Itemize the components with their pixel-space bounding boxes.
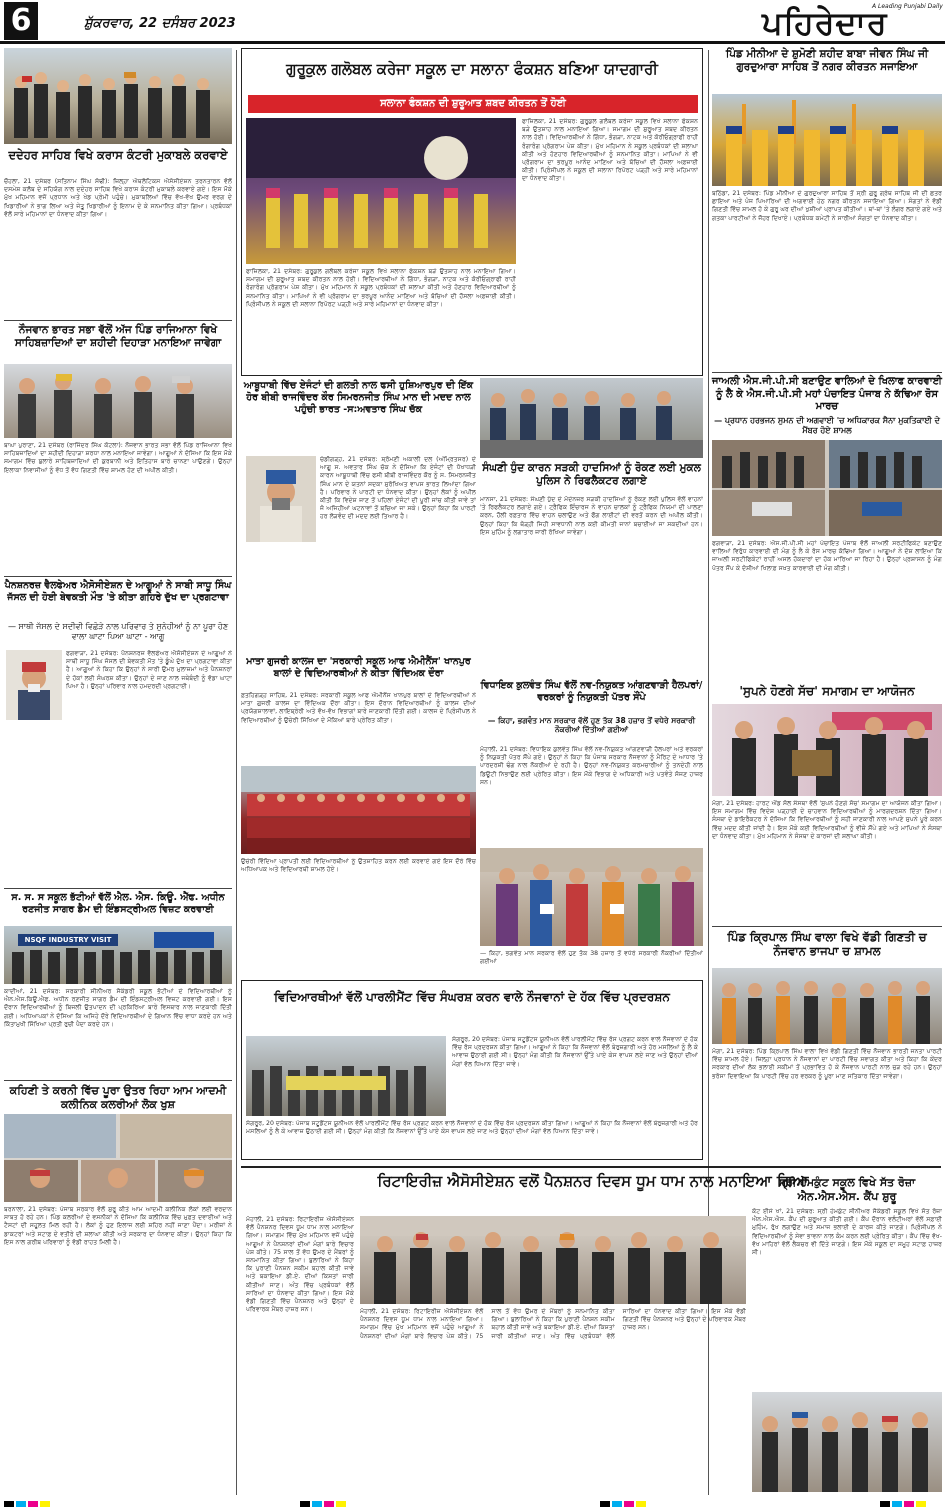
- pensioners-headline: ਪੈਨਸ਼ਨਰਜ਼ ਵੈਲਫੇਅਰ ਐਸੋਸੀਏਸ਼ਨ ਦੇ ਆਗੂਆਂ ਨੇ ਸਾਬੀ ਸਾਧੂ ਸਿੰਘ ਜੱਸਲ ਦੀ ਹੋਈ ਬੇਵਕਤੀ ਮੌਤ 'ਤੇ ਕੀਤਾ ਗਹਿਰੇ ਦੁੱਖ ਦਾ ਪ੍ਰਗਟਾਵਾ: [4, 580, 232, 603]
- section-rule: [4, 1080, 232, 1081]
- sapne-headline: 'ਸੁਪਨੇ ਹੋਣਗੇ ਸੱਚ' ਸਮਾਗਮ ਦਾ ਆਯੋਜਨ: [739, 684, 915, 698]
- clinics-photo: [4, 1114, 232, 1202]
- parliament-body-cont: ਸੰਗਰੂਰ, 20 ਦਸੰਬਰ: ਪੰਜਾਬ ਸਟੂਡੈਂਟਸ ਯੂਨੀਅਨ ਵੱਲੋਂ ਪਾਰਲੀਮੈਂਟ ਵਿੱਚ ਰੋਸ ਪ੍ਰਗਟ ਕਰਨ ਵਾਲੇ ਨੌਜਵਾਨਾਂ ਦੇ ਹੱਕ ਵਿੱਚ ਰੋਸ ਪ੍ਰਦਰਸ਼ਨ ਕੀਤਾ ਗਿਆ। ਆਗੂਆਂ ਨੇ ਕਿਹਾ ਕਿ ਨੌਜਵਾਨਾਂ ਵੱਲੋਂ ਬੇਰੁਜ਼ਗਾਰੀ ਅਤੇ ਹੋਰ ਮਸਲਿਆਂ ਨੂੰ ਲੈ ਕੇ ਆਵਾਜ਼ ਉਠਾਈ ਗਈ ਸੀ। ਉਨ੍ਹਾਂ ਮੰਗ ਕੀਤੀ ਕਿ ਨੌਜਵਾਨਾਂ ਉੱਤੇ ਪਾਏ ਕੇਸ ਵਾਪਸ ਲਏ ਜਾਣ ਅਤੇ ਉਨ੍ਹਾਂ ਦੀਆਂ ਮੰਗਾਂ ਵੱਲ ਧਿਆਨ ਦਿੱਤਾ ਜਾਵੇ।: [246, 1120, 698, 1136]
- pensioners-portrait: [6, 650, 62, 720]
- nss-camp-group: [752, 1392, 942, 1492]
- sgpc-photo: [712, 440, 942, 536]
- print-registration-marks: [880, 1496, 928, 1507]
- anganwadi-headline: ਵਿਧਾਇਕ ਕੁਲਵੰਤ ਸਿੰਘ ਵੱਲੋਂ ਨਵ-ਨਿਯੁਕਤ ਆਂਗਣਵਾੜੀ ਹੈਲਪਰਾਂ/ਵਰਕਰਾਂ ਨੂੰ ਨਿਯੁਕਤੀ ਪੱਤਰ ਸੌਂਪੇ: [480, 680, 703, 703]
- dateline: ਸ਼ੁੱਕਰਵਾਰ, 22 ਦਸੰਬਰ 2023: [84, 16, 236, 31]
- mata-gujri-caption: ਉਚੇਰੀ ਵਿੱਦਿਆ ਪ੍ਰਾਪਤੀ ਲਈ ਵਿਦਿਆਰਥੀਆਂ ਨੂੰ ਉਤਸ਼ਾਹਿਤ ਕਰਨ ਲਈ ਕਰਵਾਏ ਗਏ ਇਸ ਦੌਰੇ ਵਿੱਚ ਅਧਿਆਪਕ ਅਤੇ ਵਿਦਿਆਰਥੀ ਸ਼ਾਮਲ ਹੋਏ।: [241, 858, 476, 874]
- kripal-body: ਮੋਗਾ, 21 ਦਸੰਬਰ: ਪਿੰਡ ਕ੍ਰਿਪਾਲ ਸਿੰਘ ਵਾਲਾ ਵਿਖੇ ਵੱਡੀ ਗਿਣਤੀ ਵਿੱਚ ਨੌਜਵਾਨ ਭਾਰਤੀ ਜਨਤਾ ਪਾਰਟੀ ਵਿੱਚ ਸ਼ਾਮਲ ਹੋਏ। ਜ਼ਿਲ੍ਹਾ ਪ੍ਰਧਾਨ ਨੇ ਨੌਜਵਾਨਾਂ ਦਾ ਪਾਰਟੀ ਵਿੱਚ ਸਵਾਗਤ ਕੀਤਾ ਅਤੇ ਕਿਹਾ ਕਿ ਕੇਂਦਰ ਸਰਕਾਰ ਦੀਆਂ ਲੋਕ ਭਲਾਈ ਸਕੀਮਾਂ ਤੋਂ ਪ੍ਰਭਾਵਿਤ ਹੋ ਕੇ ਨੌਜਵਾਨ ਪਾਰਟੀ ਨਾਲ ਜੁੜ ਰਹੇ ਹਨ। ਉਨ੍ਹਾਂ ਭਰੋਸਾ ਦਿਵਾਇਆ ਕਿ ਪਾਰਟੀ ਵਿੱਚ ਹਰ ਵਰਕਰ ਨੂੰ ਪੂਰਾ ਮਾਣ ਸਤਿਕਾਰ ਦਿੱਤਾ ਜਾਵੇਗਾ।: [712, 1048, 942, 1080]
- gurukul-photo: [246, 118, 516, 264]
- kabaddi-headline: ਦਦੇਹਰ ਸਾਹਿਬ ਵਿਖੇ ਕਰਾਸ ਕੰਟਰੀ ਮੁਕਾਬਲੇ ਕਰਵਾਏ: [8, 148, 228, 162]
- ssschool-body: ਕਾਦੀਆਂ, 21 ਦਸੰਬਰ: ਸਰਕਾਰੀ ਸੀਨੀਅਰ ਸੈਕੰਡਰੀ ਸਕੂਲ ਭੱਟੀਆਂ ਦੇ ਵਿਦਿਆਰਥੀਆਂ ਨੂੰ ਐਨ.ਐਸ.ਕਿਊ.ਐਫ. ਅਧੀਨ ਰਣਜੀਤ ਸਾਗਰ ਡੈਮ ਦੀ ਇੰਡਸਟ੍ਰੀਅਲ ਵਿਜ਼ਟ ਕਰਵਾਈ ਗਈ। ਇਸ ਦੌਰਾਨ ਵਿਦਿਆਰਥੀਆਂ ਨੂੰ ਬਿਜਲੀ ਉਤਪਾਦਨ ਦੀ ਪ੍ਰਕਿਰਿਆ ਬਾਰੇ ਵਿਸਥਾਰ ਨਾਲ ਜਾਣਕਾਰੀ ਦਿੱਤੀ ਗਈ। ਅਧਿਆਪਕਾਂ ਨੇ ਦੱਸਿਆ ਕਿ ਅਜਿਹੇ ਦੌਰੇ ਵਿਦਿਆਰਥੀਆਂ ਦੇ ਗਿਆਨ ਵਿੱਚ ਵਾਧਾ ਕਰਦੇ ਹਨ ਅਤੇ ਕਿੱਤਾਮੁਖੀ ਸਿੱਖਿਆ ਪ੍ਰਤੀ ਰੁਚੀ ਪੈਦਾ ਕਰਦੇ ਹਨ।: [4, 988, 232, 1028]
- section-rule: [4, 576, 232, 577]
- anganwadi-caption: — ਕਿਹਾ, ਭਗਵੰਤ ਮਾਨ ਸਰਕਾਰ ਵੱਲੋਂ ਹੁਣ ਤੱਕ 38 ਹਜ਼ਾਰ ਤੋਂ ਵਧੇਰੇ ਸਰਕਾਰੀ ਨੌਕਰੀਆਂ ਦਿੱਤੀਆਂ ਗਈਆਂ: [480, 950, 703, 966]
- camp-headline: ਸ੍ਰੀ ਹੇਮਕੁੰਟ ਸਕੂਲ ਵਿਖੇ ਸੱਤ ਰੋਜ਼ਾ ਐਨ.ਐਸ.ਐਸ. ਕੈਂਪ ਸ਼ੁਰੂ: [778, 1176, 916, 1203]
- mata-gujri-headline: ਮਾਤਾ ਗੁਜਰੀ ਕਾਲਜ ਦਾ 'ਸਰਕਾਰੀ ਸਕੂਲ ਆਫ ਐਮੀਨੈਂਸ' ਖਾਨਪੁਰ ਬਾਲਾਂ ਦੇ ਵਿਦਿਆਰਥੀਆਂ ਨੇ ਕੀਤਾ ਵਿੱਦਿਅਕ ਦੌਰਾ: [246, 656, 471, 679]
- gurukul-headline: ਗੁਰੂਕੁਲ ਗਲੋਬਲ ਕਰੇਜਾ ਸਕੂਲ ਦਾ ਸਲਾਨਾ ਫੰਕਸ਼ਨ ਬਣਿਆ ਯਾਦਗਾਰੀ: [286, 60, 658, 78]
- protest-students: [246, 1036, 446, 1116]
- reflectors-photo: [480, 378, 703, 458]
- kabaddi-body: ਚੌਹਲਾ, 21 ਦਸੰਬਰ (ਸਤਿਨਾਮ ਸਿੰਘ ਸੋਢੀ): ਜ਼ਿਲ੍ਹਾ ਐਥਲੈਟਿਕਸ ਐਸੋਸੀਏਸ਼ਨ ਤਰਨਤਾਰਨ ਵੱਲੋਂ ਦਸਮੇਸ਼ ਕਲੱਬ ਦੇ ਸਹਿਯੋਗ ਨਾਲ ਦਦੇਹਰ ਸਾਹਿਬ ਵਿਖੇ ਕਰਾਸ ਕੰਟਰੀ ਮੁਕਾਬਲੇ ਕਰਵਾਏ ਗਏ। ਇਸ ਮੌਕੇ ਮੁੱਖ ਮਹਿਮਾਨ ਵਜੋਂ ਪ੍ਰਧਾਨ ਅਤੇ ਖੇਡ ਪ੍ਰੇਮੀ ਪਹੁੰਚੇ। ਮੁਕਾਬਲਿਆਂ ਵਿੱਚ ਵੱਖ-ਵੱਖ ਉਮਰ ਵਰਗ ਦੇ ਖਿਡਾਰੀਆਂ ਨੇ ਭਾਗ ਲਿਆ ਅਤੇ ਜੇਤੂ ਖਿਡਾਰੀਆਂ ਨੂੰ ਇਨਾਮ ਦੇ ਕੇ ਸਨਮਾਨਿਤ ਕੀਤਾ ਗਿਆ। ਪ੍ਰਬੰਧਕਾਂ ਵੱਲੋਂ ਸਾਰੇ ਮਹਿਮਾਨਾਂ ਦਾ ਧੰਨਵਾਦ ਕੀਤਾ ਗਿਆ।: [4, 178, 232, 218]
- section-rule: [712, 926, 942, 927]
- column-divider: [236, 50, 237, 1495]
- protest-photo-figures: [4, 364, 232, 438]
- kabaddi-photo: [4, 48, 232, 144]
- parliament-photo: [246, 1036, 446, 1116]
- gurukul-body-right: ਫਾਜ਼ਿਲਕਾ, 21 ਦਸੰਬਰ: ਗੁਰੂਕੁਲ ਗਲੋਬਲ ਕਰੇਜਾ ਸਕੂਲ ਵਿਖੇ ਸਲਾਨਾ ਫੰਕਸ਼ਨ ਬੜੇ ਉਤਸ਼ਾਹ ਨਾਲ ਮਨਾਇਆ ਗਿਆ। ਸਮਾਗਮ ਦੀ ਸ਼ੁਰੂਆਤ ਸ਼ਬਦ ਕੀਰਤਨ ਨਾਲ ਹੋਈ। ਵਿਦਿਆਰਥੀਆਂ ਨੇ ਗਿੱਧਾ, ਭੰਗੜਾ, ਨਾਟਕ ਅਤੇ ਕੋਰੀਓਗ੍ਰਾਫੀ ਰਾਹੀਂ ਰੰਗਾਰੰਗ ਪ੍ਰੋਗਰਾਮ ਪੇਸ਼ ਕੀਤਾ। ਮੁੱਖ ਮਹਿਮਾਨ ਨੇ ਸਕੂਲ ਪ੍ਰਬੰਧਕਾਂ ਦੀ ਸ਼ਲਾਘਾ ਕੀਤੀ ਅਤੇ ਹੋਣਹਾਰ ਵਿਦਿਆਰਥੀਆਂ ਨੂੰ ਸਨਮਾਨਿਤ ਕੀਤਾ। ਮਾਪਿਆਂ ਨੇ ਵੀ ਪ੍ਰੋਗਰਾਮ ਦਾ ਭਰਪੂਰ ਆਨੰਦ ਮਾਣਿਆ ਅਤੇ ਬੱਚਿਆਂ ਦੀ ਹੌਸਲਾ ਅਫ਼ਜ਼ਾਈ ਕੀਤੀ। ਪ੍ਰਿੰਸੀਪਲ ਨੇ ਸਕੂਲ ਦੀ ਸਲਾਨਾ ਰਿਪੋਰਟ ਪੜ੍ਹੀ ਅਤੇ ਸਾਰੇ ਮਹਿਮਾਨਾਂ ਦਾ ਧੰਨਵਾਦ ਕੀਤਾ।: [522, 118, 698, 183]
- page-number: 6: [4, 2, 38, 40]
- students-group: [241, 766, 476, 854]
- procession-figures: [712, 94, 942, 186]
- portrait-figure: [246, 456, 316, 542]
- reflectors-headline: ਸੰਘਣੀ ਧੁੰਦ ਕਾਰਨ ਸੜਕੀ ਹਾਦਸਿਆਂ ਨੂੰ ਰੋਕਣ ਲਈ ਮੁਕਲ ਪੁਲਿਸ ਨੇ ਰਿਫਲੈਕਟਰ ਲਗਾਏ: [482, 462, 701, 488]
- retirees-body: ਮੋਹਾਲੀ, 21 ਦਸੰਬਰ: ਰਿਟਾਇਰੀਜ਼ ਐਸੋਸੀਏਸ਼ਨ ਵੱਲੋਂ ਪੈਨਸ਼ਨਰ ਦਿਵਸ ਧੂਮ ਧਾਮ ਨਾਲ ਮਨਾਇਆ ਗਿਆ। ਸਮਾਗਮ ਵਿੱਚ ਮੁੱਖ ਮਹਿਮਾਨ ਵਜੋਂ ਪਹੁੰਚੇ ਆਗੂਆਂ ਨੇ ਪੈਨਸ਼ਨਰਾਂ ਦੀਆਂ ਮੰਗਾਂ ਬਾਰੇ ਵਿਚਾਰ ਪੇਸ਼ ਕੀਤੇ। 75 ਸਾਲ ਤੋਂ ਵੱਧ ਉਮਰ ਦੇ ਮੈਂਬਰਾਂ ਨੂੰ ਸਨਮਾਨਿਤ ਕੀਤਾ ਗਿਆ। ਬੁਲਾਰਿਆਂ ਨੇ ਕਿਹਾ ਕਿ ਪੁਰਾਣੀ ਪੈਨਸ਼ਨ ਸਕੀਮ ਬਹਾਲ ਕੀਤੀ ਜਾਵੇ ਅਤੇ ਬਕਾਇਆ ਡੀ.ਏ. ਦੀਆਂ ਕਿਸ਼ਤਾਂ ਜਾਰੀ ਕੀਤੀਆਂ ਜਾਣ। ਅੰਤ ਵਿੱਚ ਪ੍ਰਬੰਧਕਾਂ ਵੱਲੋਂ ਸਾਰਿਆਂ ਦਾ ਧੰਨਵਾਦ ਕੀਤਾ ਗਿਆ। ਇਸ ਮੌਕੇ ਵੱਡੀ ਗਿਣਤੀ ਵਿੱਚ ਪੈਨਸ਼ਨਰ ਅਤੇ ਉਨ੍ਹਾਂ ਦੇ ਪਰਿਵਾਰਕ ਮੈਂਬਰ ਹਾਜ਼ਰ ਸਨ।: [246, 1216, 354, 1314]
- sgpc-headline: ਜਾਅਲੀ ਐਸ.ਜੀ.ਪੀ.ਸੀ ਬਣਾਉਣ ਵਾਲਿਆਂ ਦੇ ਖਿਲਾਫ ਕਾਰਵਾਈ ਨੂੰ ਲੈ ਕੇ ਐਸ.ਜੀ.ਪੀ.ਸੀ ਮਹਾਂ ਪੰਚਾਇਤ ਪੰਜਾਬ ਨੇ ਕੱਢਿਆ ਰੋਸ ਮਾਰਚ: [712, 376, 942, 412]
- clinics-body: ਬਰਨਾਲਾ, 21 ਦਸੰਬਰ: ਪੰਜਾਬ ਸਰਕਾਰ ਵੱਲੋਂ ਸ਼ੁਰੂ ਕੀਤੇ ਆਮ ਆਦਮੀ ਕਲੀਨਿਕ ਲੋਕਾਂ ਲਈ ਵਰਦਾਨ ਸਾਬਤ ਹੋ ਰਹੇ ਹਨ। ਪਿੰਡ ਕਲਰੀਆਂ ਦੇ ਵਸਨੀਕਾਂ ਨੇ ਦੱਸਿਆ ਕਿ ਕਲੀਨਿਕ ਵਿੱਚ ਮੁਫ਼ਤ ਦਵਾਈਆਂ ਅਤੇ ਟੈਸਟਾਂ ਦੀ ਸਹੂਲਤ ਮਿਲ ਰਹੀ ਹੈ। ਲੋਕਾਂ ਨੂੰ ਹੁਣ ਇਲਾਜ ਲਈ ਸ਼ਹਿਰ ਨਹੀਂ ਜਾਣਾ ਪੈਂਦਾ। ਮਰੀਜ਼ਾਂ ਨੇ ਡਾਕਟਰਾਂ ਅਤੇ ਸਟਾਫ਼ ਦੇ ਵਤੀਰੇ ਦੀ ਸ਼ਲਾਘਾ ਕੀਤੀ ਅਤੇ ਸਰਕਾਰ ਦਾ ਧੰਨਵਾਦ ਕੀਤਾ। ਉਨ੍ਹਾਂ ਕਿਹਾ ਕਿ ਇਸ ਨਾਲ ਗਰੀਬ ਪਰਿਵਾਰਾਂ ਨੂੰ ਵੱਡੀ ਰਾਹਤ ਮਿਲੀ ਹੈ।: [4, 1206, 232, 1246]
- mata-gujri-body: ਫ਼ਤਹਿਗੜ੍ਹ ਸਾਹਿਬ, 21 ਦਸੰਬਰ: ਸਰਕਾਰੀ ਸਕੂਲ ਆਫ ਐਮੀਨੈਂਸ ਖਾਨਪੁਰ ਬਾਲਾਂ ਦੇ ਵਿਦਿਆਰਥੀਆਂ ਨੇ ਮਾਤਾ ਗੁਜਰੀ ਕਾਲਜ ਦਾ ਵਿੱਦਿਅਕ ਦੌਰਾ ਕੀਤਾ। ਇਸ ਦੌਰਾਨ ਵਿਦਿਆਰਥੀਆਂ ਨੂੰ ਕਾਲਜ ਦੀਆਂ ਪ੍ਰਯੋਗਸ਼ਾਲਾਵਾਂ, ਲਾਇਬ੍ਰੇਰੀ ਅਤੇ ਵੱਖ-ਵੱਖ ਵਿਭਾਗਾਂ ਬਾਰੇ ਜਾਣਕਾਰੀ ਦਿੱਤੀ ਗਈ। ਕਾਲਜ ਦੇ ਪ੍ਰਿੰਸੀਪਲ ਨੇ ਵਿਦਿਆਰਥੀਆਂ ਨੂੰ ਉਚੇਰੀ ਸਿੱਖਿਆ ਦੇ ਮੌਕਿਆਂ ਬਾਰੇ ਪ੍ਰੇਰਿਤ ਕੀਤਾ।: [241, 692, 476, 724]
- kripal-photo: [712, 968, 942, 1044]
- portrait-figure: [6, 650, 62, 720]
- retirees-photo: [360, 1216, 746, 1304]
- stage-dancers: [246, 118, 516, 264]
- naujawan-photo: [4, 364, 232, 438]
- camp-body: ਕੋਟ ਈਸੇ ਖਾਂ, 21 ਦਸੰਬਰ: ਸ੍ਰੀ ਹੇਮਕੁੰਟ ਸੀਨੀਅਰ ਸੈਕੰਡਰੀ ਸਕੂਲ ਵਿਖੇ ਸੱਤ ਰੋਜ਼ਾ ਐਨ.ਐਸ.ਐਸ. ਕੈਂਪ ਦੀ ਸ਼ੁਰੂਆਤ ਕੀਤੀ ਗਈ। ਕੈਂਪ ਦੌਰਾਨ ਵਲੰਟੀਅਰਾਂ ਵੱਲੋਂ ਸਫ਼ਾਈ ਮੁਹਿੰਮ, ਰੁੱਖ ਲਗਾਉਣ ਅਤੇ ਸਮਾਜ ਭਲਾਈ ਦੇ ਕਾਰਜ ਕੀਤੇ ਜਾਣਗੇ। ਪ੍ਰਿੰਸੀਪਲ ਨੇ ਵਿਦਿਆਰਥੀਆਂ ਨੂੰ ਸੇਵਾ ਭਾਵਨਾ ਨਾਲ ਕੰਮ ਕਰਨ ਲਈ ਪ੍ਰੇਰਿਤ ਕੀਤਾ। ਕੈਂਪ ਵਿੱਚ ਵੱਖ-ਵੱਖ ਮਾਹਿਰਾਂ ਵੱਲੋਂ ਲੈਕਚਰ ਵੀ ਦਿੱਤੇ ਜਾਣਗੇ। ਇਸ ਮੌਕੇ ਸਕੂਲ ਦਾ ਸਮੂਹ ਸਟਾਫ਼ ਹਾਜ਼ਰ ਸੀ।: [752, 1208, 942, 1257]
- section-rule: [712, 372, 942, 373]
- paper-tagline: A Leading Punjabi Daily: [872, 3, 943, 10]
- appointment-ceremony: [480, 848, 703, 946]
- mother-aid-body: ਚੰਡੀਗੜ੍ਹ, 21 ਦਸੰਬਰ: ਸ਼੍ਰੋਮਣੀ ਅਕਾਲੀ ਦਲ (ਅੰਮ੍ਰਿਤਸਰ) ਦੇ ਆਗੂ ਸ. ਅਵਤਾਰ ਸਿੰਘ ਚੱਕ ਨੇ ਦੱਸਿਆ ਕਿ ਏਜੰਟਾਂ ਦੀ ਧੋਖਾਧੜੀ ਕਾਰਨ ਆਬੂਧਾਬੀ ਵਿੱਚ ਫਸੀ ਬੀਬੀ ਰਾਜਵਿੰਦਰ ਕੌਰ ਨੂੰ ਸ. ਸਿਮਰਨਜੀਤ ਸਿੰਘ ਮਾਨ ਦੇ ਯਤਨਾਂ ਸਦਕਾ ਸੁਰੱਖਿਅਤ ਵਾਪਸ ਭਾਰਤ ਲਿਆਂਦਾ ਗਿਆ ਹੈ। ਪਰਿਵਾਰ ਨੇ ਪਾਰਟੀ ਦਾ ਧੰਨਵਾਦ ਕੀਤਾ। ਉਨ੍ਹਾਂ ਲੋਕਾਂ ਨੂੰ ਅਪੀਲ ਕੀਤੀ ਕਿ ਵਿਦੇਸ਼ ਜਾਣ ਤੋਂ ਪਹਿਲਾਂ ਏਜੰਟਾਂ ਦੀ ਪੂਰੀ ਜਾਂਚ ਕੀਤੀ ਜਾਵੇ ਤਾਂ ਜੋ ਅਜਿਹੀਆਂ ਘਟਨਾਵਾਂ ਤੋਂ ਬਚਿਆ ਜਾ ਸਕੇ। ਉਨ੍ਹਾਂ ਕਿਹਾ ਕਿ ਪਾਰਟੀ ਹਰ ਲੋੜਵੰਦ ਦੀ ਮਦਦ ਲਈ ਤਿਆਰ ਹੈ।: [320, 456, 476, 521]
- kripal-headline: ਪਿੰਡ ਕ੍ਰਿਪਾਲ ਸਿੰਘ ਵਾਲਾ ਵਿਖੇ ਵੱਡੀ ਗਿਣਤੀ ਚ ਨੌਜਵਾਨ ਭਾਜਪਾ ਚ ਸ਼ਾਮਲ: [727, 930, 927, 959]
- mata-gujri-photo: [241, 766, 476, 854]
- clinic-collage: [4, 1114, 232, 1202]
- anganwadi-subheadline: — ਕਿਹਾ, ਭਗਵੰਤ ਮਾਨ ਸਰਕਾਰ ਵੱਲੋਂ ਹੁਣ ਤੱਕ 38 ਹਜ਼ਾਰ ਤੋਂ ਵਧੇਰੇ ਸਰਕਾਰੀ ਨੌਕਰੀਆਂ ਦਿੱਤੀਆਂ ਗਈਆਂ: [487, 716, 696, 735]
- retirees-ceremony: [360, 1216, 746, 1304]
- group-photo-figures: [4, 48, 232, 144]
- award-ceremony: [712, 704, 942, 796]
- retirees-headline: ਰਿਟਾਇਰੀਜ਼ ਐਸੋਸੀਏਸ਼ਨ ਵਲੋਂ ਪੈਨਸ਼ਨਰ ਦਿਵਸ ਧੂਮ ਧਾਮ ਨਾਲ ਮਨਾਇਆ ਗਿਆ: [377, 1172, 809, 1190]
- section-rule: [4, 888, 232, 889]
- nsqf-badge: NSQF INDUSTRY VISIT: [18, 934, 118, 946]
- ssschool-headline: ਸ. ਸ. ਸ ਸਕੂਲ ਭੱਟੀਆਂ ਵੱਲੋਂ ਐਲ. ਐਸ. ਕਿਊ. ਐੱਫ. ਅਧੀਨ ਰਣਜੀਤ ਸਾਗਰ ਡੈਮ ਦੀ ਇੰਡਸਟ੍ਰੀਅਲ ਵਿਜ਼ਟ ਕਰਵਾਈ: [11, 892, 225, 915]
- paper-logo: ਪਹਿਰੇਦਾਰ: [762, 4, 888, 42]
- nagar-kirtan-headline: ਪਿੰਡ ਮੀਨੀਆ ਦੇ ਸ਼ੁਮੋਣੀ ਸ਼ਹੀਦ ਬਾਬਾ ਜੀਵਨ ਸਿੰਘ ਜੀ ਗੁਰਦੁਆਰਾ ਸਾਹਿਬ ਤੋਂ ਨਗਰ ਕੀਰਤਨ ਸਜਾਇਆ: [725, 48, 929, 74]
- parliament-body: ਸੰਗਰੂਰ, 20 ਦਸੰਬਰ: ਪੰਜਾਬ ਸਟੂਡੈਂਟਸ ਯੂਨੀਅਨ ਵੱਲੋਂ ਪਾਰਲੀਮੈਂਟ ਵਿੱਚ ਰੋਸ ਪ੍ਰਗਟ ਕਰਨ ਵਾਲੇ ਨੌਜਵਾਨਾਂ ਦੇ ਹੱਕ ਵਿੱਚ ਰੋਸ ਪ੍ਰਦਰਸ਼ਨ ਕੀਤਾ ਗਿਆ। ਆਗੂਆਂ ਨੇ ਕਿਹਾ ਕਿ ਨੌਜਵਾਨਾਂ ਵੱਲੋਂ ਬੇਰੁਜ਼ਗਾਰੀ ਅਤੇ ਹੋਰ ਮਸਲਿਆਂ ਨੂੰ ਲੈ ਕੇ ਆਵਾਜ਼ ਉਠਾਈ ਗਈ ਸੀ। ਉਨ੍ਹਾਂ ਮੰਗ ਕੀਤੀ ਕਿ ਨੌਜਵਾਨਾਂ ਉੱਤੇ ਪਾਏ ਕੇਸ ਵਾਪਸ ਲਏ ਜਾਣ ਅਤੇ ਉਨ੍ਹਾਂ ਦੀਆਂ ਮੰਗਾਂ ਵੱਲ ਧਿਆਨ ਦਿੱਤਾ ਜਾਵੇ।: [452, 1036, 698, 1068]
- sgpc-body: ਫਗਵਾੜਾ, 21 ਦਸੰਬਰ: ਐਸ.ਜੀ.ਪੀ.ਸੀ ਮਹਾਂ ਪੰਚਾਇਤ ਪੰਜਾਬ ਵੱਲੋਂ ਜਾਅਲੀ ਸਰਟੀਫਿਕੇਟ ਬਣਾਉਣ ਵਾਲਿਆਂ ਵਿਰੁੱਧ ਕਾਰਵਾਈ ਦੀ ਮੰਗ ਨੂੰ ਲੈ ਕੇ ਰੋਸ ਮਾਰਚ ਕੱਢਿਆ ਗਿਆ। ਆਗੂਆਂ ਨੇ ਦੋਸ਼ ਲਾਇਆ ਕਿ ਜਾਅਲੀ ਸਰਟੀਫਿਕੇਟਾਂ ਰਾਹੀਂ ਅਸਲ ਹੱਕਦਾਰਾਂ ਦਾ ਹੱਕ ਮਾਰਿਆ ਜਾ ਰਿਹਾ ਹੈ। ਉਨ੍ਹਾਂ ਪ੍ਰਸ਼ਾਸਨ ਨੂੰ ਮੰਗ ਪੱਤਰ ਸੌਂਪ ਕੇ ਦੋਸ਼ੀਆਂ ਖਿਲਾਫ਼ ਸਖ਼ਤ ਕਾਰਵਾਈ ਦੀ ਮੰਗ ਕੀਤੀ।: [712, 540, 942, 572]
- retirees-body-cont: ਮੋਹਾਲੀ, 21 ਦਸੰਬਰ: ਰਿਟਾਇਰੀਜ਼ ਐਸੋਸੀਏਸ਼ਨ ਵੱਲੋਂ ਪੈਨਸ਼ਨਰ ਦਿਵਸ ਧੂਮ ਧਾਮ ਨਾਲ ਮਨਾਇਆ ਗਿਆ। ਸਮਾਗਮ ਵਿੱਚ ਮੁੱਖ ਮਹਿਮਾਨ ਵਜੋਂ ਪਹੁੰਚੇ ਆਗੂਆਂ ਨੇ ਪੈਨਸ਼ਨਰਾਂ ਦੀਆਂ ਮੰਗਾਂ ਬਾਰੇ ਵਿਚਾਰ ਪੇਸ਼ ਕੀਤੇ। 75 ਸਾਲ ਤੋਂ ਵੱਧ ਉਮਰ ਦੇ ਮੈਂਬਰਾਂ ਨੂੰ ਸਨਮਾਨਿਤ ਕੀਤਾ ਗਿਆ। ਬੁਲਾਰਿਆਂ ਨੇ ਕਿਹਾ ਕਿ ਪੁਰਾਣੀ ਪੈਨਸ਼ਨ ਸਕੀਮ ਬਹਾਲ ਕੀਤੀ ਜਾਵੇ ਅਤੇ ਬਕਾਇਆ ਡੀ.ਏ. ਦੀਆਂ ਕਿਸ਼ਤਾਂ ਜਾਰੀ ਕੀਤੀਆਂ ਜਾਣ। ਅੰਤ ਵਿੱਚ ਪ੍ਰਬੰਧਕਾਂ ਵੱਲੋਂ ਸਾਰਿਆਂ ਦਾ ਧੰਨਵਾਦ ਕੀਤਾ ਗਿਆ। ਇਸ ਮੌਕੇ ਵੱਡੀ ਗਿਣਤੀ ਵਿੱਚ ਪੈਨਸ਼ਨਰ ਅਤੇ ਉਨ੍ਹਾਂ ਦੇ ਪਰਿਵਾਰਕ ਮੈਂਬਰ ਹਾਜ਼ਰ ਸਨ।: [360, 1308, 746, 1340]
- gurukul-body: ਫਾਜ਼ਿਲਕਾ, 21 ਦਸੰਬਰ: ਗੁਰੂਕੁਲ ਗਲੋਬਲ ਕਰੇਜਾ ਸਕੂਲ ਵਿਖੇ ਸਲਾਨਾ ਫੰਕਸ਼ਨ ਬੜੇ ਉਤਸ਼ਾਹ ਨਾਲ ਮਨਾਇਆ ਗਿਆ। ਸਮਾਗਮ ਦੀ ਸ਼ੁਰੂਆਤ ਸ਼ਬਦ ਕੀਰਤਨ ਨਾਲ ਹੋਈ। ਵਿਦਿਆਰਥੀਆਂ ਨੇ ਗਿੱਧਾ, ਭੰਗੜਾ, ਨਾਟਕ ਅਤੇ ਕੋਰੀਓਗ੍ਰਾਫੀ ਰਾਹੀਂ ਰੰਗਾਰੰਗ ਪ੍ਰੋਗਰਾਮ ਪੇਸ਼ ਕੀਤਾ। ਮੁੱਖ ਮਹਿਮਾਨ ਨੇ ਸਕੂਲ ਪ੍ਰਬੰਧਕਾਂ ਦੀ ਸ਼ਲਾਘਾ ਕੀਤੀ ਅਤੇ ਹੋਣਹਾਰ ਵਿਦਿਆਰਥੀਆਂ ਨੂੰ ਸਨਮਾਨਿਤ ਕੀਤਾ। ਮਾਪਿਆਂ ਨੇ ਵੀ ਪ੍ਰੋਗਰਾਮ ਦਾ ਭਰਪੂਰ ਆਨੰਦ ਮਾਣਿਆ ਅਤੇ ਬੱਚਿਆਂ ਦੀ ਹੌਸਲਾ ਅਫ਼ਜ਼ਾਈ ਕੀਤੀ। ਪ੍ਰਿੰਸੀਪਲ ਨੇ ਸਕੂਲ ਦੀ ਸਲਾਨਾ ਰਿਪੋਰਟ ਪੜ੍ਹੀ ਅਤੇ ਸਾਰੇ ਮਹਿਮਾਨਾਂ ਦਾ ਧੰਨਵਾਦ ਕੀਤਾ।: [246, 268, 516, 308]
- naujawan-headline: ਨੌਜਵਾਨ ਭਾਰਤ ਸਭਾ ਵੱਲੋਂ ਅੱਜ ਪਿੰਡ ਰਾਜਿਆਨਾ ਵਿਖੇ ਸਾਹਿਬਜ਼ਾਦਿਆਂ ਦਾ ਸ਼ਹੀਦੀ ਦਿਹਾੜਾ ਮਨਾਇਆ ਜਾਵੇਗਾ: [14, 324, 222, 350]
- pensioners-body: ਫਗਵਾੜਾ, 21 ਦਸੰਬਰ: ਪੈਨਸ਼ਨਰਜ਼ ਵੈਲਫੇਅਰ ਐਸੋਸੀਏਸ਼ਨ ਦੇ ਆਗੂਆਂ ਨੇ ਸਾਥੀ ਸਾਧੂ ਸਿੰਘ ਜੱਸਲ ਦੀ ਬੇਵਕਤੀ ਮੌਤ 'ਤੇ ਡੂੰਘੇ ਦੁੱਖ ਦਾ ਪ੍ਰਗਟਾਵਾ ਕੀਤਾ ਹੈ। ਆਗੂਆਂ ਨੇ ਕਿਹਾ ਕਿ ਉਨ੍ਹਾਂ ਨੇ ਸਾਰੀ ਉਮਰ ਮੁਲਾਜ਼ਮਾਂ ਅਤੇ ਪੈਨਸ਼ਨਰਾਂ ਦੇ ਹੱਕਾਂ ਲਈ ਸੰਘਰਸ਼ ਕੀਤਾ। ਉਨ੍ਹਾਂ ਦੇ ਜਾਣ ਨਾਲ ਜਥੇਬੰਦੀ ਨੂੰ ਵੱਡਾ ਘਾਟਾ ਪਿਆ ਹੈ। ਉਨ੍ਹਾਂ ਪਰਿਵਾਰ ਨਾਲ ਹਮਦਰਦੀ ਪ੍ਰਗਟਾਈ।: [66, 650, 232, 690]
- naujawan-body: ਬਾਘਾ ਪੁਰਾਣਾ, 21 ਦਸੰਬਰ (ਰਾਜਿੰਦਰ ਸਿੰਘ ਕੋਟਲਾ): ਨੌਜਵਾਨ ਭਾਰਤ ਸਭਾ ਵੱਲੋਂ ਪਿੰਡ ਰਾਜਿਆਨਾ ਵਿਖੇ ਸਾਹਿਬਜ਼ਾਦਿਆਂ ਦਾ ਸ਼ਹੀਦੀ ਦਿਹਾੜਾ ਸ਼ਰਧਾ ਨਾਲ ਮਨਾਇਆ ਜਾਵੇਗਾ। ਆਗੂਆਂ ਨੇ ਦੱਸਿਆ ਕਿ ਇਸ ਮੌਕੇ ਸਮਾਗਮ ਵਿੱਚ ਬੁਲਾਰੇ ਸਾਹਿਬਜ਼ਾਦਿਆਂ ਦੀ ਕੁਰਬਾਨੀ ਅਤੇ ਇਤਿਹਾਸ ਬਾਰੇ ਚਾਨਣਾ ਪਾਉਣਗੇ। ਉਨ੍ਹਾਂ ਇਲਾਕਾ ਨਿਵਾਸੀਆਂ ਨੂੰ ਵੱਧ ਤੋਂ ਵੱਧ ਗਿਣਤੀ ਵਿੱਚ ਸ਼ਾਮਲ ਹੋਣ ਦੀ ਅਪੀਲ ਕੀਤੀ।: [4, 442, 232, 474]
- party-joining-figures: [712, 968, 942, 1044]
- ssschool-photo: [4, 926, 232, 984]
- anganwadi-body: ਮੋਹਾਲੀ, 21 ਦਸੰਬਰ: ਵਿਧਾਇਕ ਕੁਲਵੰਤ ਸਿੰਘ ਵੱਲੋਂ ਨਵ-ਨਿਯੁਕਤ ਆਂਗਣਵਾੜੀ ਹੈਲਪਰਾਂ ਅਤੇ ਵਰਕਰਾਂ ਨੂੰ ਨਿਯੁਕਤੀ ਪੱਤਰ ਸੌਂਪੇ ਗਏ। ਉਨ੍ਹਾਂ ਨੇ ਕਿਹਾ ਕਿ ਪੰਜਾਬ ਸਰਕਾਰ ਨੌਜਵਾਨਾਂ ਨੂੰ ਮੈਰਿਟ ਦੇ ਆਧਾਰ 'ਤੇ ਪਾਰਦਰਸ਼ੀ ਢੰਗ ਨਾਲ ਨੌਕਰੀਆਂ ਦੇ ਰਹੀ ਹੈ। ਉਨ੍ਹਾਂ ਨਵ-ਨਿਯੁਕਤ ਕਰਮਚਾਰੀਆਂ ਨੂੰ ਤਨਦੇਹੀ ਨਾਲ ਡਿਊਟੀ ਨਿਭਾਉਣ ਲਈ ਪ੍ਰੇਰਿਤ ਕੀਤਾ। ਇਸ ਮੌਕੇ ਵਿਭਾਗ ਦੇ ਅਧਿਕਾਰੀ ਅਤੇ ਪਤਵੰਤੇ ਸੱਜਣ ਹਾਜ਼ਰ ਸਨ।: [480, 746, 703, 786]
- print-registration-marks: [4, 1496, 52, 1507]
- anganwadi-photo: [480, 848, 703, 946]
- print-registration-marks: [600, 1496, 648, 1507]
- parliament-headline: ਵਿਦਿਆਰਥੀਆਂ ਵੱਲੋਂ ਪਾਰਲੀਮੈਂਟ ਵਿੱਚ ਸੰਘਰਸ਼ ਕਰਨ ਵਾਲੇ ਨੌਜਵਾਨਾਂ ਦੇ ਹੱਕ ਵਿੱਚ ਪ੍ਰਦਰਸ਼ਨ: [274, 990, 670, 1004]
- protest-march-collage: [712, 440, 942, 536]
- mother-aid-headline: ਆਬੂਧਾਬੀ ਵਿੱਚ ਏਜੰਟਾਂ ਦੀ ਗਲਤੀ ਨਾਲ ਫਸੀ ਹੁਸ਼ਿਆਰਪੁਰ ਦੀ ਇੱਕ ਹੋਰ ਬੀਬੀ ਰਾਜਵਿੰਦਰ ਕੌਰ ਸਿਮਰਨਜੀਤ ਸਿੰਘ ਮਾਨ ਦੀ ਮਦਦ ਨਾਲ ਪਹੁੰਚੀ ਭਾਰਤ -ਸ:ਅਵਤਾਰ ਸਿੰਘ ਚੱਕ: [243, 380, 474, 415]
- camp-photo: [752, 1392, 942, 1492]
- masthead: [0, 0, 945, 44]
- nagar-kirtan-photo: [712, 94, 942, 186]
- sgpc-subheadline: — ਪ੍ਰਧਾਨ ਹਰਭਜਨ ਸੁਮਨ ਦੀ ਅਗਵਾਈ 'ਚ ਅਧਿਕਾਰਕ ਸੈਨਾ ਮੁਕਤਿਕਾਈ ਦੇ ਮੈਂਬਰ ਹੋਏ ਸ਼ਾਮਲ: [714, 416, 940, 435]
- reflectors-body: ਮਾਨਸਾ, 21 ਦਸੰਬਰ: ਸੰਘਣੀ ਧੁੰਦ ਦੇ ਮੱਦੇਨਜ਼ਰ ਸੜਕੀ ਹਾਦਸਿਆਂ ਨੂੰ ਰੋਕਣ ਲਈ ਪੁਲਿਸ ਵੱਲੋਂ ਵਾਹਨਾਂ 'ਤੇ ਰਿਫਲੈਕਟਰ ਲਗਾਏ ਗਏ। ਟ੍ਰੈਫਿਕ ਇੰਚਾਰਜ ਨੇ ਵਾਹਨ ਚਾਲਕਾਂ ਨੂੰ ਟ੍ਰੈਫਿਕ ਨਿਯਮਾਂ ਦੀ ਪਾਲਣਾ ਕਰਨ, ਹੌਲੀ ਰਫ਼ਤਾਰ ਵਿੱਚ ਵਾਹਨ ਚਲਾਉਣ ਅਤੇ ਫੌਗ ਲਾਈਟਾਂ ਦੀ ਵਰਤੋਂ ਕਰਨ ਦੀ ਅਪੀਲ ਕੀਤੀ। ਉਨ੍ਹਾਂ ਕਿਹਾ ਕਿ ਥੋੜ੍ਹੀ ਜਿਹੀ ਸਾਵਧਾਨੀ ਨਾਲ ਕਈ ਕੀਮਤੀ ਜਾਨਾਂ ਬਚਾਈਆਂ ਜਾ ਸਕਦੀਆਂ ਹਨ। ਇਸ ਮੁਹਿੰਮ ਨੂੰ ਲਗਾਤਾਰ ਜਾਰੀ ਰੱਖਿਆ ਜਾਵੇਗਾ।: [480, 496, 703, 536]
- police-figures: [480, 378, 703, 458]
- mother-aid-portrait: [246, 456, 316, 542]
- pensioners-subheadline: — ਸਾਥੀ ਜੱਸਲ ਦੇ ਸਦੀਵੀ ਵਿਛੋੜੇ ਨਾਲ ਪਰਿਵਾਰ ਤੇ ਸੁਨੇਹੀਆਂ ਨੂੰ ਨਾ ਪੂਰਾ ਹੋਣ ਵਾਲਾ ਘਾਟਾ ਪਿਆ ਘਾਟਾ - ਆਗੂ: [7, 622, 229, 641]
- gurukul-strip: ਸਲਾਨਾ ਫੰਕਸ਼ਨ ਦੀ ਸ਼ੁਰੂਆਤ ਸ਼ਬਦ ਕੀਰਤਨ ਤੋਂ ਹੋਈ: [248, 95, 698, 113]
- nagar-kirtan-body: ਬਠਿੰਡਾ, 21 ਦਸੰਬਰ: ਪਿੰਡ ਮੀਨੀਆ ਦੇ ਗੁਰਦੁਆਰਾ ਸਾਹਿਬ ਤੋਂ ਸ੍ਰੀ ਗੁਰੂ ਗ੍ਰੰਥ ਸਾਹਿਬ ਜੀ ਦੀ ਛਤਰ ਛਾਇਆ ਅਤੇ ਪੰਜ ਪਿਆਰਿਆਂ ਦੀ ਅਗਵਾਈ ਹੇਠ ਨਗਰ ਕੀਰਤਨ ਸਜਾਇਆ ਗਿਆ। ਸੰਗਤਾਂ ਨੇ ਵੱਡੀ ਗਿਣਤੀ ਵਿੱਚ ਸ਼ਾਮਲ ਹੋ ਕੇ ਗੁਰੂ ਘਰ ਦੀਆਂ ਖੁਸ਼ੀਆਂ ਪ੍ਰਾਪਤ ਕੀਤੀਆਂ। ਥਾਂ-ਥਾਂ 'ਤੇ ਲੰਗਰ ਲਗਾਏ ਗਏ ਅਤੇ ਗਤਕਾ ਪਾਰਟੀਆਂ ਨੇ ਜੌਹਰ ਦਿਖਾਏ। ਪ੍ਰਬੰਧਕ ਕਮੇਟੀ ਨੇ ਸਾਰੀਆਂ ਸੰਗਤਾਂ ਦਾ ਧੰਨਵਾਦ ਕੀਤਾ।: [712, 190, 942, 222]
- sapne-photo: [712, 704, 942, 796]
- sapne-body: ਮੋਗਾ, 21 ਦਸੰਬਰ: ਹਾਰਟ ਐਂਡ ਸੋਲ ਸੰਸਥਾ ਵੱਲੋਂ 'ਸੁਪਨੇ ਹੋਣਗੇ ਸੱਚ' ਸਮਾਗਮ ਦਾ ਆਯੋਜਨ ਕੀਤਾ ਗਿਆ। ਇਸ ਸਮਾਗਮ ਵਿੱਚ ਵਿਦੇਸ਼ ਪੜ੍ਹਾਈ ਦੇ ਚਾਹਵਾਨ ਵਿਦਿਆਰਥੀਆਂ ਨੂੰ ਮਾਰਗਦਰਸ਼ਨ ਦਿੱਤਾ ਗਿਆ। ਸੰਸਥਾ ਦੇ ਡਾਇਰੈਕਟਰ ਨੇ ਦੱਸਿਆ ਕਿ ਵਿਦਿਆਰਥੀਆਂ ਨੂੰ ਸਹੀ ਜਾਣਕਾਰੀ ਨਾਲ ਆਪਣੇ ਸੁਪਨੇ ਪੂਰੇ ਕਰਨ ਵਿੱਚ ਮਦਦ ਕੀਤੀ ਜਾਂਦੀ ਹੈ। ਇਸ ਮੌਕੇ ਕਈ ਵਿਦਿਆਰਥੀਆਂ ਨੂੰ ਵੀਜ਼ੇ ਸੌਂਪੇ ਗਏ ਅਤੇ ਮਾਪਿਆਂ ਨੇ ਸੰਸਥਾ ਦਾ ਧੰਨਵਾਦ ਕੀਤਾ। ਮੁੱਖ ਮਹਿਮਾਨ ਨੇ ਸੰਸਥਾ ਦੇ ਕਾਰਜਾਂ ਦੀ ਸ਼ਲਾਘਾ ਕੀਤੀ।: [712, 800, 942, 840]
- print-registration-marks: [300, 1496, 348, 1507]
- section-rule: [4, 320, 232, 321]
- clinics-headline: ਕਹਿਣੀ ਤੇ ਕਰਨੀ ਵਿੱਚ ਪੂਰਾ ਉਤਰ ਰਿਹਾ ਆਮ ਆਦਮੀ ਕਲੀਨਿਕ ਕਲਰੀਆਂ ਲੋਕ ਖੁਸ਼: [9, 1084, 227, 1111]
